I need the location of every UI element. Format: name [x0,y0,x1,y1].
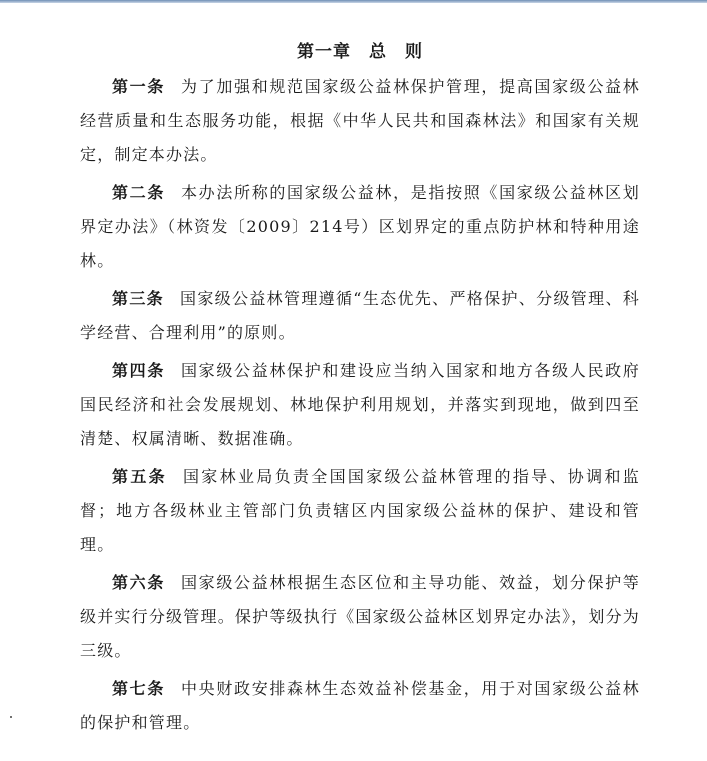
article-4 [80,354,640,456]
article-number: 第三条 [112,289,164,308]
article-text: 本办法所称的国家级公益林，是指按照《国家级公益林区划界定办法》（林资发〔2009〕214号）区划界定的重点防护林和特种用途林。 [80,183,640,270]
article-text: 为了加强和规范国家级公益林保护管理，提高国家级公益林经营质量和生态服务功能，根据《中华人民共和国森林法》和国家有关规定，制定本办法。 [80,77,640,164]
article-text: 国家级公益林管理遵循“生态优先、严格保护、分级管理、科学经营、合理利用”的原则。 [80,289,640,342]
article-2 [80,176,640,278]
chapter-title: 第一章 总 则 [297,42,423,62]
article-number: 第五条 [112,467,167,486]
scan-speck [10,716,12,718]
article-number: 第四条 [112,361,166,380]
document-page [80,40,640,744]
article-7 [80,672,640,740]
article-number: 第一条 [112,77,166,96]
article-text: 中央财政安排森林生态效益补偿基金，用于对国家级公益林的保护和管理。 [80,679,640,732]
article-number: 第七条 [112,679,166,698]
article-text: 国家级公益林保护和建设应当纳入国家和地方各级人民政府国民经济和社会发展规划、林地保护利用规划，并落实到现地，做到四至清楚、权属清晰、数据准确。 [80,361,640,448]
article-text: 国家级公益林根据生态区位和主导功能、效益，划分保护等级并实行分级管理。保护等级执行《国家级公益林区划界定办法》，划分为三级。 [80,573,640,660]
article-1 [80,70,640,172]
article-text: 国家林业局负责全国国家级公益林管理的指导、协调和监督；地方各级林业主管部门负责辖区内国家级公益林的保护、建设和管理。 [80,467,640,554]
article-number: 第二条 [112,183,166,202]
scan-top-edge [0,0,707,3]
article-3 [80,282,640,350]
article-5 [80,460,640,562]
article-number: 第六条 [112,573,166,592]
article-6 [80,566,640,668]
